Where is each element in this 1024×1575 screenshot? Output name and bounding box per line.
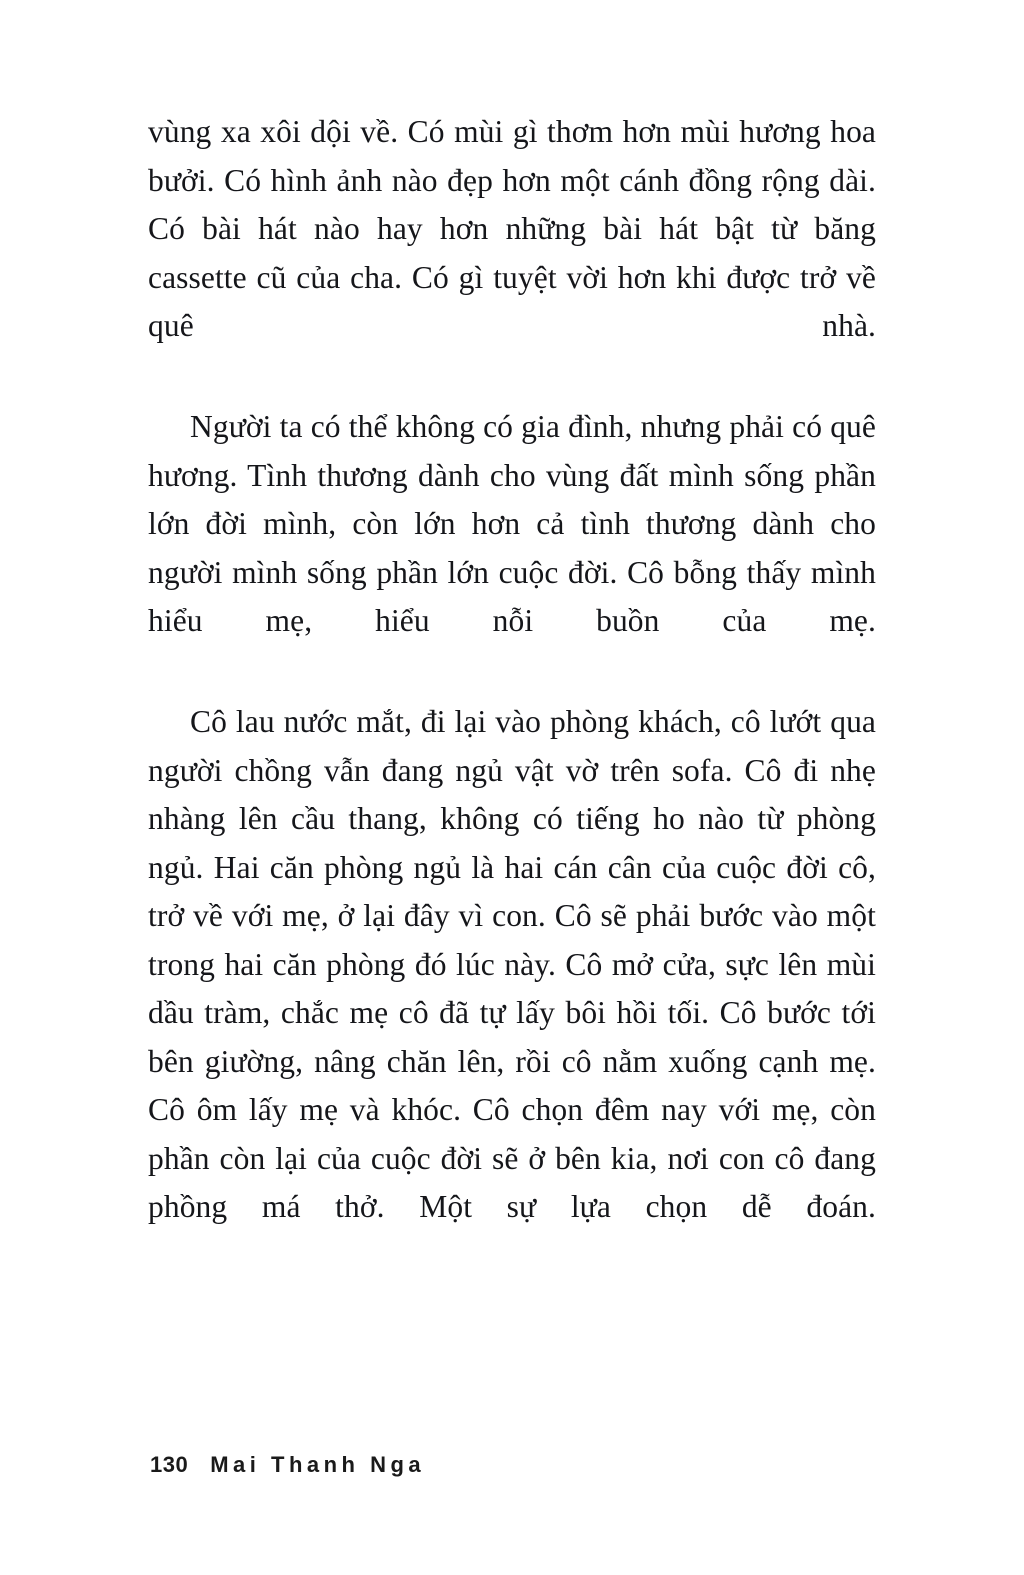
author-name: Mai Thanh Nga: [210, 1452, 426, 1477]
paragraph-1: vùng xa xôi dội về. Có mùi gì thơm hơn mùi hương hoa bưởi. Có hình ảnh nào đẹp hơn một cánh đồng rộng dài. Có bài hát nào hay hơn những bài hát bật từ băng cassette cũ của cha. Có gì tuyệt vời hơn khi được trở về quê nhà.: [148, 114, 876, 343]
paragraph-2: Người ta có thể không có gia đình, nhưng phải có quê hương. Tình thương dành cho vùng đất mình sống phần lớn đời mình, còn lớn hơn cả tình thương dành cho người mình sống phần lớn cuộc đời. Cô bỗng thấy mình hiểu mẹ, hiểu nỗi buồn của mẹ.: [148, 409, 876, 638]
paragraph-3: Cô lau nước mắt, đi lại vào phòng khách, cô lướt qua người chồng vẫn đang ngủ vật vờ trên sofa. Cô đi nhẹ nhàng lên cầu thang, không có tiếng ho nào từ phòng ngủ. Hai căn phòng ngủ là hai cán cân của cuộc đời cô, trở về với mẹ, ở lại đây vì con. Cô sẽ phải bước vào một trong hai căn phòng đó lúc này. Cô mở cửa, sực lên mùi dầu tràm, chắc mẹ cô đã tự lấy bôi hồi tối. Cô bước tới bên giường, nâng chăn lên, rồi cô nằm xuống cạnh mẹ. Cô ôm lấy mẹ và khóc. Cô chọn đêm nay với mẹ, còn phần còn lại của cuộc đời sẽ ở bên kia, nơi con cô đang phồng má thở. Một sự lựa chọn dễ đoán.: [148, 704, 876, 1224]
page-number: 130: [150, 1452, 189, 1477]
page-footer: [150, 1452, 425, 1478]
body-text-column: [148, 108, 876, 1284]
